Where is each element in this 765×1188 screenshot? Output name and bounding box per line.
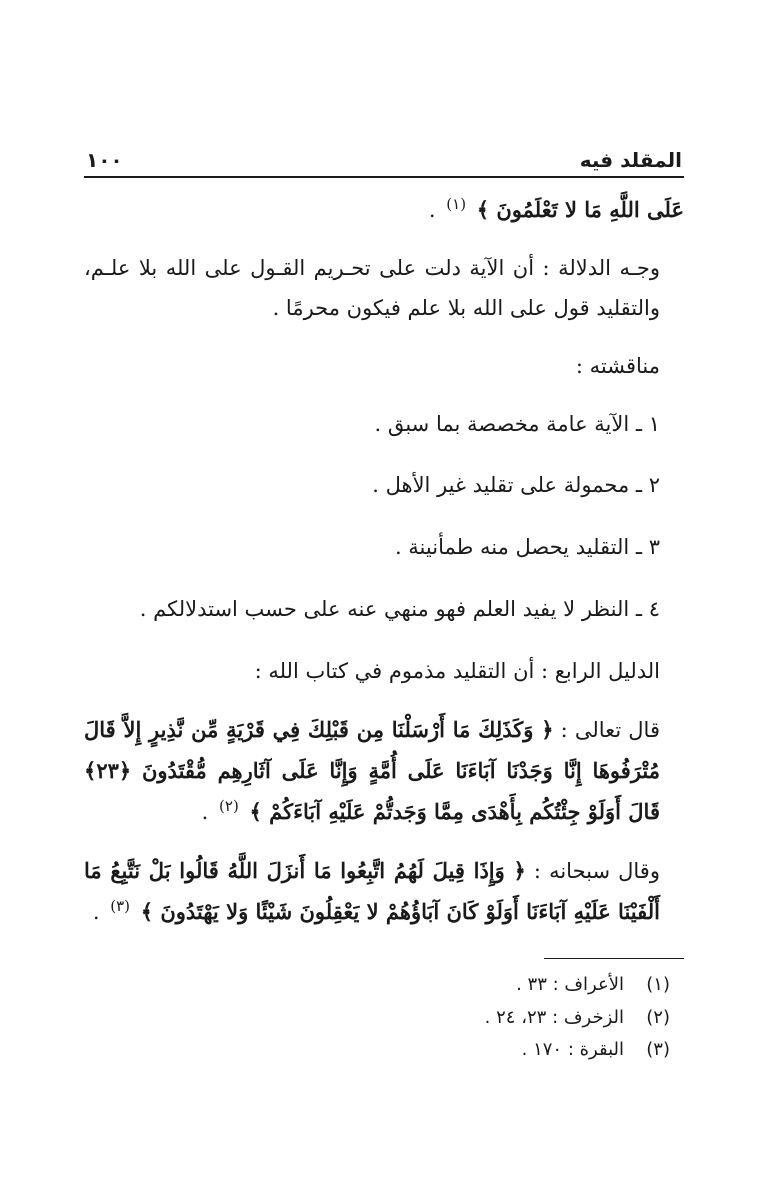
- period: .: [92, 899, 100, 924]
- fourth-evidence-heading: الدليل الرابع : أن التقليد مذموم في كتاب الله :: [254, 659, 660, 684]
- quran-verse: ﴿ وَكَذَلِكَ مَا أَرْسَلْنَا مِن قَبْلِكَ فِي قَرْيَةٍ مِّن نَّذِيرٍ إِلاَّ قَالَ مُتْرَفُوهَا إِنَّا وَجَدْنَا آبَاءَنَا عَلَى أُمَّةٍ وَإِنَّا عَلَى آثَارِهِم مُّقْتَدُونَ ﴿٢٣﴾ قَالَ أَوَلَوْ جِئْتُكُم بِأَهْدَى مِمَّا وَجَدتُّمْ عَلَيْهِ آبَاءَكُمْ ﴾: [84, 717, 660, 824]
- footnote-marker: (٣): [110, 896, 131, 915]
- verse-zukhruf-paragraph: [84, 710, 684, 833]
- quran-verse: ﴿ وَإِذَا قِيلَ لَهُمُ اتَّبِعُوا مَا أَنزَلَ اللَّهُ قَالُوا بَلْ نَتَّبِعُ مَا أَلْفَيْنَا عَلَيْهِ آبَاءَنَا أَوَلَوْ كَانَ آبَاؤُهُمْ لا يَعْقِلُونَ شَيْئًا وَلا يَهْتَدُونَ ﴾: [84, 857, 660, 924]
- munaqasha-heading: مناقشته :: [575, 353, 660, 378]
- footnote-text: الأعراف : ٣٣ .: [516, 974, 624, 996]
- footnote-marker: (٢): [219, 796, 239, 815]
- footnote-number: (١): [646, 974, 670, 996]
- opening-verse-line: [84, 190, 684, 231]
- book-page: [84, 142, 684, 1067]
- footnote-item: [84, 1034, 670, 1066]
- list-item: ٢ ـ محمولة على تقليد غير الأهل .: [372, 473, 660, 498]
- verse-intro: قال تعالى :: [560, 718, 660, 743]
- body-text: [84, 190, 684, 932]
- footnote-item: [84, 1002, 670, 1034]
- verse-baqara-paragraph: [84, 851, 684, 933]
- section-title: المقلد فيه: [579, 148, 682, 172]
- dalala-paragraph: وجـه الدلالة : أن الآية دلت على تحـريم القـول على الله بلا علـم، والتقليد قول على الله بلا علم فيكون محرمًا .: [84, 255, 660, 320]
- footnote-number: (٣): [646, 1039, 670, 1061]
- verse-intro: وقال سبحانه :: [533, 858, 660, 883]
- running-header: [84, 142, 684, 172]
- footnote-text: الزخرف : ٢٣، ٢٤ .: [484, 1006, 624, 1028]
- list-item: ١ ـ الآية عامة مخصصة بما سبق .: [374, 411, 660, 436]
- footnote-item: [84, 969, 670, 1001]
- footnote-text: البقرة : ١٧٠ .: [521, 1039, 624, 1061]
- header-rule: [84, 176, 684, 178]
- period: .: [428, 198, 436, 222]
- footnote-rule: [544, 958, 684, 959]
- footnotes: [84, 969, 684, 1066]
- list-item: ٣ ـ التقليد يحصل منه طمأنينة .: [394, 535, 660, 560]
- list-item: ٤ ـ النظر لا يفيد العلم فهو منهي عنه على حسب استدلالكم .: [139, 597, 660, 622]
- page-number: ١٠٠: [86, 148, 123, 172]
- footnote-marker: (١): [446, 195, 467, 213]
- period: .: [201, 799, 209, 824]
- footnote-number: (٢): [646, 1006, 670, 1028]
- quran-verse: عَلَى اللَّهِ مَا لا تَعْلَمُونَ ﴾: [476, 197, 684, 222]
- objection-list: [84, 405, 684, 631]
